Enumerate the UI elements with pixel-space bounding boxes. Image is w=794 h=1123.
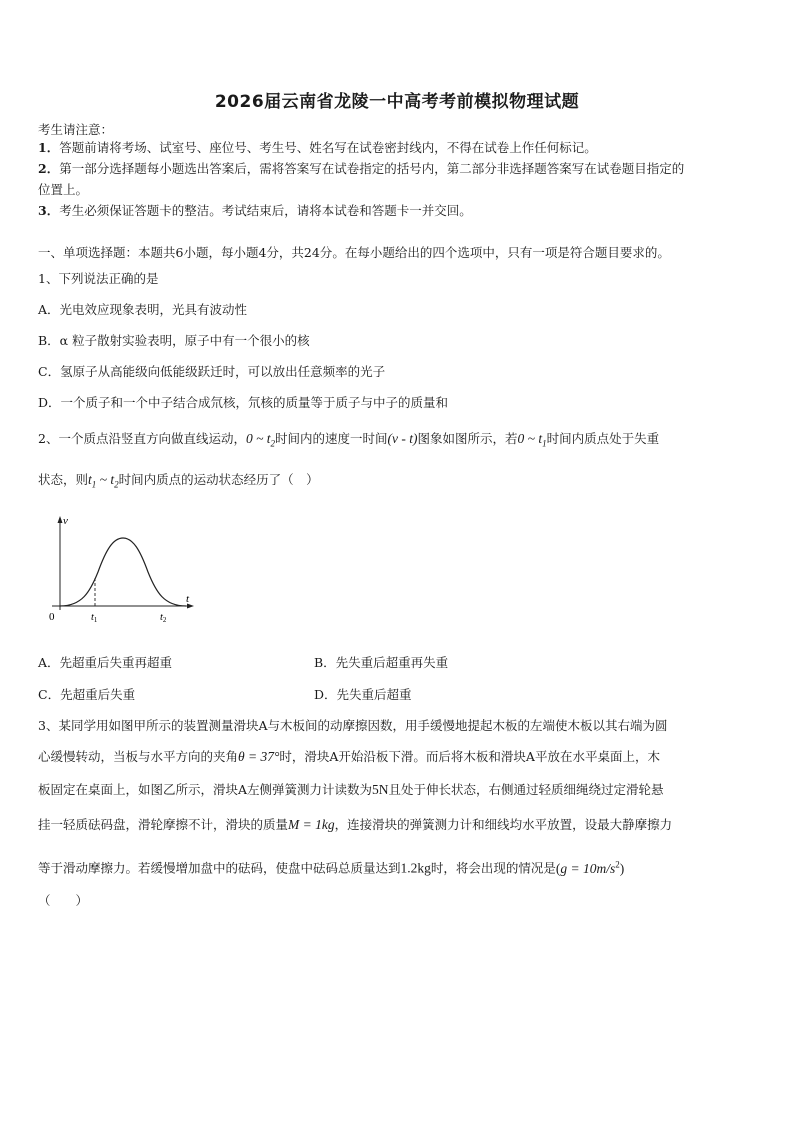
section-heading: 一、单项选择题：本题共6小题，每小题4分，共24分。在每小题给出的四个选项中，只有一项是符合题目要求的。 — [38, 245, 670, 260]
q3-line5 — [38, 856, 624, 877]
math-text: 0 ~ t — [245, 431, 271, 446]
q3-text: 等于滑动摩擦力。若缓慢增加盘中的砝码，使盘中砝码总质量达到 — [38, 860, 401, 876]
q3-line3 — [38, 782, 664, 798]
q2-text: 时间内的速度一时间 — [275, 431, 388, 446]
q1-option-b: B．α 粒子散射实验表明，原子中有一个很小的核 — [38, 333, 310, 348]
math-sub: 2 — [270, 438, 276, 449]
notice-heading: 考生请注意： — [38, 122, 114, 137]
origin-label: 0 — [49, 611, 55, 623]
notice-item-1 — [38, 140, 597, 156]
q2-math — [88, 472, 119, 490]
q2-text: 时间内质点的运动状态经历了（ ） — [118, 472, 319, 487]
notice-num: 2． — [38, 161, 60, 176]
math-sup: 2 — [615, 859, 620, 869]
q2-text: 图象如图所示，若 — [417, 431, 518, 446]
math-sub: 2 — [114, 479, 119, 490]
math-sub: 1 — [542, 438, 547, 449]
q3-text: 时，滑块A开始沿板下滑。而后将木板和滑块A平放在水平桌面上，木 — [279, 749, 660, 764]
q1-option-d: D．一个质子和一个中子结合成氘核，氘核的质量等于质子与中子的质量和 — [38, 395, 449, 410]
math-text: ~ t — [96, 472, 115, 487]
q2-option-b: B．先失重后超重再失重 — [314, 655, 449, 670]
q3-math: 5N — [372, 782, 389, 797]
q3-line1: 3、某同学用如图甲所示的装置测量滑块A与木板间的动摩擦因数，用手缓慢地提起木板的左端使木板以其右端为圆 — [38, 718, 668, 733]
q2-option-d: D．先失重后超重 — [314, 687, 412, 702]
q1-stem: 1、下列说法正确的是 — [38, 271, 159, 286]
velocity-curve — [60, 538, 186, 606]
notice-text: 位置上。 — [38, 182, 89, 197]
notice-item-2-cont — [38, 182, 88, 198]
q3-math: 1.2kg — [400, 860, 431, 876]
vt-graph — [40, 510, 210, 630]
math-text: g = 10m/s — [560, 860, 616, 876]
q2-option-c: C．先超重后失重 — [38, 687, 136, 702]
t-axis-label: t — [186, 593, 190, 605]
q3-text: ，连接滑块的弹簧测力计和细线均水平放置，设最大静摩擦力 — [334, 817, 673, 832]
q3-text: 挂一轻质砝码盘，滑轮摩擦不计，滑块的质量 — [38, 817, 289, 832]
q1-option-a: A．光电效应现象表明，光具有波动性 — [38, 302, 248, 317]
q2-text: 2、一个质点沿竖直方向做直线运动， — [38, 431, 246, 446]
q2-text: 状态，则 — [38, 472, 89, 487]
notice-num: 3． — [38, 203, 60, 218]
notice-text: 考生必须保证答题卡的整洁。考试结束后，请将本试卷和答题卡一并交回。 — [59, 203, 472, 218]
q2-stem-line2 — [38, 472, 319, 493]
q2-math — [517, 431, 547, 449]
v-axis-arrow — [58, 516, 63, 523]
q3-math-g: $(g = 10m/s^2)$ — [555, 859, 625, 876]
notice-item-3 — [38, 203, 472, 219]
q3-line2 — [38, 749, 660, 765]
page-title: 2026届云南省龙陵一中高考考前模拟物理试题 — [214, 92, 580, 112]
notice-text: 答题前请将考场、试室号、座位号、考生号、姓名写在试卷密封线内，不得在试卷上作任何标记。 — [59, 140, 597, 155]
t1-label: t1 — [91, 612, 98, 624]
q3-text: 且处于伸长状态，右侧通过轻质细绳绕过定滑轮悬 — [388, 782, 664, 797]
t2-label: t2 — [160, 612, 167, 624]
q2-math: (v - t) — [387, 431, 418, 446]
notice-num: 1． — [38, 140, 60, 155]
q2-text: 时间内质点处于失重 — [546, 431, 660, 446]
notice-item-2 — [38, 161, 684, 177]
q3-line4 — [38, 817, 672, 833]
math-text: 0 ~ t — [517, 431, 543, 446]
q3-answer-paren: （ ） — [38, 893, 89, 908]
q2-stem-line1 — [38, 431, 659, 452]
q3-math: M = 1kg — [288, 817, 335, 832]
math-text: t — [88, 472, 92, 487]
math-sub: 1 — [91, 479, 97, 490]
q2-option-a: A．先超重后失重再超重 — [38, 655, 173, 670]
q1-option-c: C．氢原子从高能级向低能级跃迁时，可以放出任意频率的光子 — [38, 364, 386, 379]
v-axis-label: v — [63, 515, 68, 527]
q3-math: θ = 37° — [238, 749, 280, 764]
q3-text: 板固定在桌面上，如图乙所示，滑块A左侧弹簧测力计读数为 — [38, 782, 373, 797]
q3-text: 心缓慢转动，当板与水平方向的夹角 — [38, 749, 239, 764]
q2-math — [245, 431, 276, 449]
notice-text: 第一部分选择题每小题选出答案后，需将答案写在试卷指定的括号内，第二部分非选择题答案写在试卷题目指定的 — [59, 161, 685, 176]
q3-text: 时，将会出现的情况是 — [430, 860, 556, 876]
